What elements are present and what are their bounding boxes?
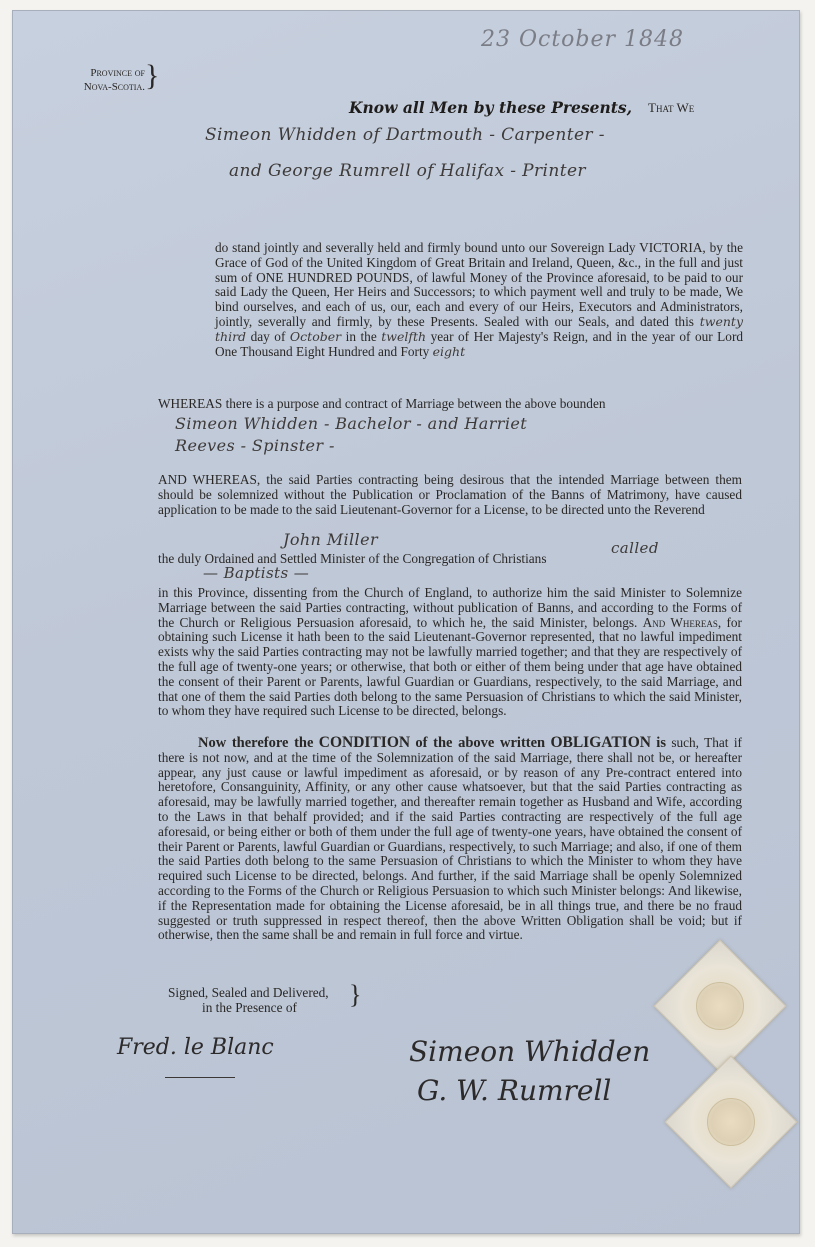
document-sheet <box>12 10 800 1234</box>
condition-lead-2: CONDITION <box>318 734 411 751</box>
handwritten-minister-name: John Miller <box>283 530 378 549</box>
province-line-2: Nova-Scotia. <box>83 81 145 93</box>
wax-seal-icon <box>654 940 787 1073</box>
handwritten-date-note: 23 October 1848 <box>481 27 685 52</box>
handwritten-day: twenty third <box>215 313 744 344</box>
signed-line-1: Signed, Sealed and Delivered, <box>168 985 329 1000</box>
bond-text-1: do stand jointly and severally held and firmly bound unto our Sovereign Lady VICTORIA, by the Grace of God of the United Kingdom of Great Britain and Ireland, Queen, &c., in the full and just sum of ONE HUNDRED POUNDS, of lawful Money of the Province aforesaid, to be paid to our said Lady the Queen, Her Heirs and Successors; to which payment well and truly to be made, We bind ourselves, and each of us, our, each and every of our Heirs, Executors and Administrators, jointly, severally and firmly, by these Presents. Sealed with our Seals, and dated this <box>215 240 743 329</box>
minister-description: the duly Ordained and Settled Minister of the Congregation of Christians <box>158 551 547 566</box>
condition-paragraph <box>158 736 742 943</box>
bond-paragraph <box>215 241 743 359</box>
condition-lead-4: OBLIGATION <box>550 734 651 751</box>
license-text-a: in this Province, dissenting from the Church of England, to authorize him the said Minister to Solemnize Marriage between the said Parties contracting, without publication of Banns, and according to the Forms of the Church or Religious Persuasion aforesaid, to which he, the said Minister, belongs. <box>158 585 742 630</box>
signature-simeon-whidden: Simeon Whidden <box>409 1035 651 1068</box>
that-we-text: That We <box>648 100 695 115</box>
signature-g-rumrell: G. W. Rumrell <box>417 1074 612 1107</box>
province-line-1: Province of <box>90 67 145 79</box>
bond-text-4: year of Her Majesty's Reign, and in the year of our Lord One Thousand Eight Hundred and Forty <box>215 328 744 359</box>
brace-icon: } <box>349 980 362 1009</box>
handwritten-called: called <box>611 539 659 557</box>
know-all-men-heading: Know all Men by these Presents, <box>349 98 633 117</box>
handwritten-month: October <box>289 328 342 344</box>
signed-line-2: in the Presence of <box>202 999 297 1015</box>
license-paragraph <box>158 586 742 719</box>
whereas-text: there is a purpose and contract of Marriage between the above bounden <box>225 396 606 411</box>
and-whereas-text: the said Parties contracting being desirous that the intended Marriage between them should be solemnized without the Publication or Proclamation of the Banns of Matrimony, have caused application to be made to the said Lieutenant-Governor for a License, to be directed unto the Reverend <box>158 472 742 517</box>
province-label <box>61 66 145 94</box>
condition-lead-3: of the above written <box>415 735 546 751</box>
bond-text-2: day of <box>250 328 286 344</box>
handwritten-regnal-year: twelfth <box>381 328 427 344</box>
condition-lead-1: Now therefore the <box>198 735 314 751</box>
and-whereas-paragraph <box>158 473 742 517</box>
condition-lead-5: is <box>656 735 666 751</box>
wax-seal-icon <box>665 1056 798 1189</box>
license-text-b: for obtaining such License it hath been to the said Lieutenant-Governor represented, that no lawful impediment exists why the said Parties contracting may not be lawfully married together; and that they are respectively of the full age of twenty-one years; or otherwise, that both or either of them being under that age have obtained the consent of their Parent or Parents, lawful Guardian or Guardians, respectively, to the said Marriage, and that one of them the said Parties doth belong to the same Persuasion of Christians to which the said Minister, to whom they have required such License to be directed, belongs. <box>158 614 742 719</box>
bond-text-3: in the <box>345 328 377 344</box>
handwritten-party-line-2: and George Rumrell of Halifax - Printer <box>229 161 586 181</box>
witness-signature: Fred. le Blanc <box>117 1035 274 1060</box>
handwritten-parties-line-1: Simeon Whidden - Bachelor - and Harriet <box>175 414 528 433</box>
whereas-line <box>158 397 742 412</box>
handwritten-party-line-1: Simeon Whidden of Dartmouth - Carpenter - <box>205 125 605 145</box>
brace-icon: } <box>145 59 160 92</box>
signed-sealed-delivered <box>168 986 329 1016</box>
signature-flourish <box>165 1077 235 1078</box>
whereas-lead: WHEREAS <box>158 396 223 411</box>
handwritten-parties-line-2: Reeves - Spinster - <box>175 436 335 455</box>
condition-text: such, That if there is not now, and at the time of the Solemnization of the said Marriage, there shall not be, or hereafter appear, any just cause or lawful impediment as aforesaid, or by reason of any Pre-contract entered into heretofore, Consanguinity, Affinity, or any other cause whatsoever, but that the said Parties contracting as aforesaid, may be lawfully married together, and thereafter remain together as Husband and Wife, according to the Laws in that behalf provided; and if the said Parties contracting are respectively of the full age aforesaid, or being either or both of them under the full age of twenty-one years, have obtained the consent of their Parent or Parents, lawful Guardian or Guardians, respectively, to such Marriage; and also, if one of them the said Parties doth belong to the same Persuasion of Christians to which the Minister to whom they have required such License to be directed, belongs. And further, if the said Marriage shall be openly Solemnized according to the Forms of the Church or Religious Persuasion to which such Minister belongs: And likewise, if the Representation made for obtaining the License aforesaid, be in all things true, and there be no fraud suggested or truth suppressed in respect thereof, then the above Written Obligation shall be void; but if otherwise, then the same shall be and remain in full force and virtue. <box>158 735 742 943</box>
handwritten-year: eight <box>432 343 466 359</box>
and-whereas-lead: AND WHEREAS, <box>158 472 261 487</box>
handwritten-denomination: — Baptists — <box>203 564 310 582</box>
license-and-whereas-lead: And Whereas, <box>642 614 722 630</box>
